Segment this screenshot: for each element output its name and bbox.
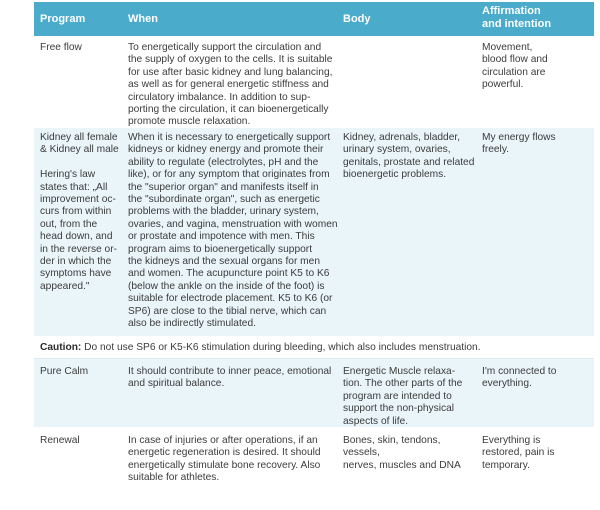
- table-row-pure-calm: [34, 359, 594, 427]
- header-affirmation: Affirmation and intention: [482, 5, 552, 30]
- header-when: When: [128, 13, 158, 25]
- program-table: [34, 2, 594, 505]
- caution-label: Caution:: [40, 342, 82, 353]
- table-row-free-flow: [34, 36, 594, 128]
- body-text: Kidney, adrenals, bladder, urinary system, ovaries, genitals, prostate and related bioenergetic problems.: [343, 132, 475, 181]
- body-text: Bones, skin, tendons, vessels, nerves, muscles and DNA: [343, 435, 461, 471]
- program-name: Free flow: [40, 42, 82, 53]
- when-text: In case of injuries or after operations, if an energetic regeneration is desired. It should energetically stimulate bone recovery. Also suitable for athletes.: [128, 435, 321, 484]
- header-program: Program: [40, 13, 86, 25]
- table-row-kidney: [34, 128, 594, 336]
- body-text: Energetic Muscle relaxa- tion. The other parts of the program are intended to support the non-physical aspects of life.: [343, 366, 463, 427]
- program-name: Pure Calm: [40, 366, 89, 377]
- affirmation-text: Everything is restored, pain is temporary.: [482, 435, 555, 471]
- affirmation-text: Movement, blood flow and circulation are powerful.: [482, 42, 548, 91]
- table-row-renewal: [34, 427, 594, 505]
- when-text: It should contribute to inner peace, emotional and spiritual balance.: [128, 366, 332, 390]
- affirmation-text: I'm connected to everything.: [482, 366, 557, 390]
- caution-note: [40, 342, 588, 354]
- header-body: Body: [343, 13, 371, 25]
- when-text: To energetically support the circulation and the supply of oxygen to the cells. It is suitable for use after basic kidney and lung balancing, as well as for general energetic stiffness and circulatory imbalance. In addition to sup- porting the circulation, it can bioenergetically promote muscle relaxation.: [128, 42, 333, 128]
- affirmation-text: My energy flows freely.: [482, 132, 556, 156]
- caution-text: Do not use SP6 or K5-K6 stimulation during bleeding, which also includes menstruation.: [84, 342, 481, 353]
- table-header: [34, 2, 594, 36]
- caution-row: [34, 336, 594, 359]
- program-name: Renewal: [40, 435, 80, 446]
- when-text: When it is necessary to energetically support kidneys or kidney energy and promote their ability to regulate (electrolytes, pH and the like), or for any symptom that originates from the "superior organ" and manifests itself in the "subordinate organ", such as energetic problems with the bladder, urinary system, ovaries, and vagina, menstruation with women or prostate and impotence with men. This program aims to bioenergetically support the kidneys and the sexual organs for men and women. The acupuncture point K5 to K6 (below the ankle on the inside of the foot) is suitable for electrode placement. K5 to K6 (or SP6) are close to the tibial nerve, which can also be indirectly stimulated.: [128, 132, 338, 330]
- program-name: Kidney all female & Kidney all male Hering's law states that: „All improvement oc- curs from within out, from the head down, and in the reverse or- der in which the symptoms have appeared.": [40, 132, 119, 292]
